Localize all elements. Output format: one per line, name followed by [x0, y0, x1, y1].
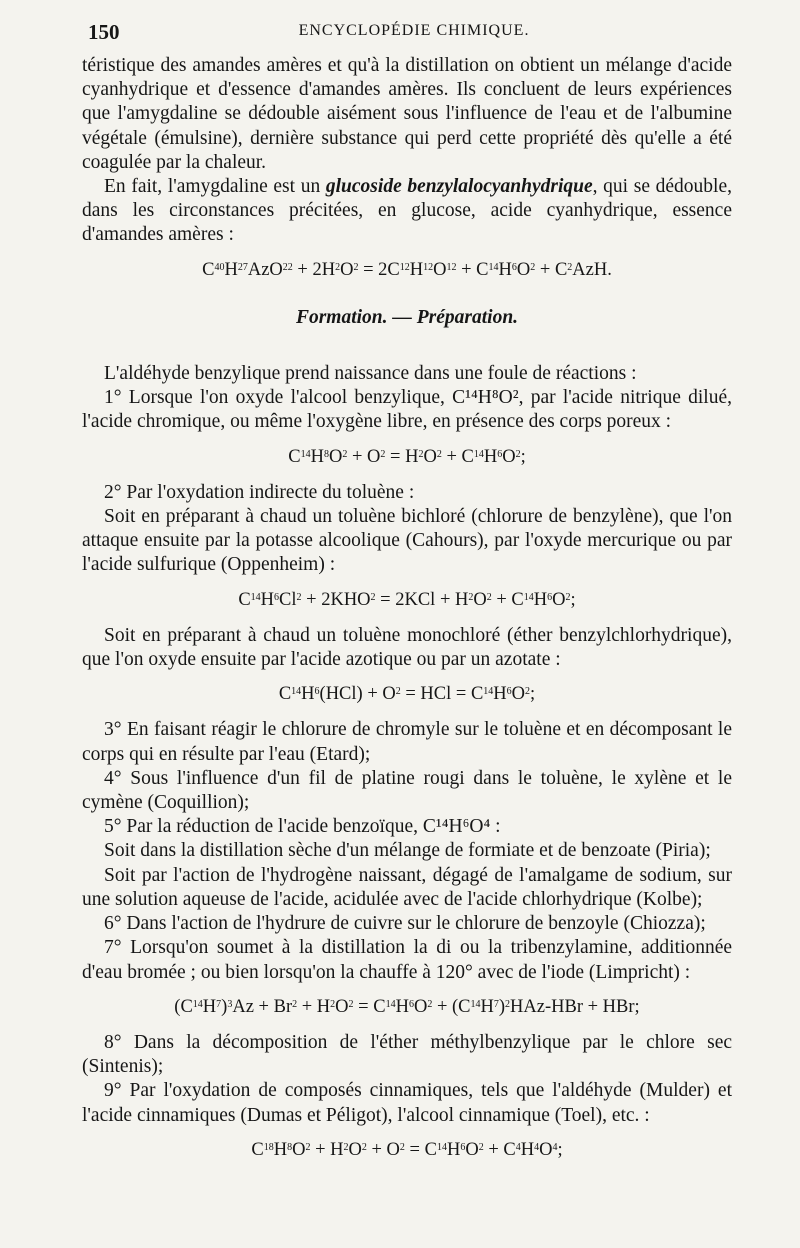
formula-text: Az + Br [232, 996, 293, 1017]
formula-superscript: 4 [515, 1141, 521, 1153]
formula-text: C [278, 684, 292, 705]
formula-text: ; [530, 684, 536, 705]
formula-text: H [273, 1139, 288, 1160]
formula-text: AzH. [572, 259, 612, 280]
formula-text: HAz-HBr + HBr; [510, 996, 640, 1017]
formula-text: O [328, 446, 343, 467]
formula-superscript: 6 [274, 591, 280, 603]
formula-superscript: 14 [192, 998, 203, 1010]
equation-monochloro [82, 682, 732, 706]
formula-superscript: 6 [314, 686, 320, 698]
formula-text: = C [404, 1139, 437, 1160]
formula-text: H [395, 996, 409, 1017]
formula-text: O [539, 1139, 553, 1160]
formula-text: ) [221, 996, 228, 1017]
formula-text: + (C [432, 996, 471, 1017]
formula-text: + C [491, 589, 524, 610]
formula-text: H [446, 1139, 461, 1160]
method-9: 9° Par l'oxydation de composés cinnamiques, tels que l'aldéhyde (Mulder) et l'acide cinnamiques (Dumas et Péligot), l'alcool cinnamique (Toel), etc. : [82, 1080, 732, 1126]
method-2: 2° Par l'oxydation indirecte du toluène : [104, 481, 415, 503]
formula-text: ; [570, 589, 576, 610]
formula-text: O [413, 996, 428, 1017]
formula-text: H [498, 259, 512, 280]
formula-superscript: 6 [511, 261, 517, 273]
formula-text: O [423, 446, 437, 467]
formula-superscript: 2 [436, 448, 442, 460]
formula-superscript: 2 [395, 686, 401, 698]
formula-superscript: 2 [515, 448, 521, 460]
formula-text: C [288, 446, 301, 467]
formula-text: H [480, 996, 494, 1017]
formula-text: = C [353, 996, 386, 1017]
formula-superscript: 2 [478, 1141, 484, 1153]
formula-superscript: 2 [353, 261, 359, 273]
equation-amygdalin [82, 258, 732, 282]
section-heading: Formation. — Préparation. [295, 306, 519, 328]
formula-superscript: 12 [423, 261, 434, 273]
formula-text: = 2KCl + H [375, 589, 469, 610]
formula-superscript: 6 [506, 686, 512, 698]
formula-text: O [473, 589, 487, 610]
formula-text: O [433, 259, 447, 280]
formula-superscript: 8 [287, 1141, 293, 1153]
formula-text: H [310, 446, 324, 467]
formula-superscript: 2 [525, 686, 531, 698]
formula-superscript: 2 [361, 1141, 367, 1153]
formula-text: + O [366, 1139, 400, 1160]
equation-cinnamic [82, 1138, 732, 1162]
amygdalin-text-a: En fait, l'amygdaline est un [104, 176, 326, 198]
formula-superscript: 4 [552, 1141, 558, 1153]
formula-text: H [520, 1139, 535, 1160]
formula-text: H [260, 589, 275, 610]
page-header [88, 20, 740, 46]
formula-superscript: 7 [493, 998, 499, 1010]
reactions-intro: L'aldéhyde benzylique prend naissance dans une foule de réactions : [104, 363, 637, 385]
formula-text: + C [456, 259, 489, 280]
formula-text: (HCl) + O [319, 684, 396, 705]
formula-superscript: 2 [342, 448, 348, 460]
formula-text: ) [498, 996, 506, 1017]
formula-text: O [516, 259, 531, 280]
formula-superscript: 2 [335, 261, 341, 273]
formula-text: = H [385, 446, 419, 467]
formula-superscript: 14 [250, 591, 261, 603]
formula-text: + 2H [292, 259, 336, 280]
intro-paragraph: téristique des amandes amères et qu'à la distillation on obtient un mélange d'acide cyanhydrique et d'essence d'amandes amères. Ils concluent de leurs expériences que l'amygdaline se dédouble aisément sous l'influence de l'eau et de l'albumine végétale (émulsine), dernière substance qui perd cette propriété dès qu'elle a été coagulée par la chaleur. [82, 55, 732, 173]
formula-superscript: 8 [323, 448, 329, 460]
formula-text: O [335, 996, 349, 1017]
method-8: 8° Dans la décomposition de l'éther méthylbenzylique par le chlore sec (Sintenis); [82, 1031, 732, 1078]
formula-text: Cl [279, 589, 297, 610]
method-7: 7° Lorsqu'on soumet à la distillation la di ou la tribenzylamine, additionnée d'eau bromée ; ou bien lorsqu'on la chauffe à 120° avec de l'iode (Limpricht) : [82, 937, 732, 983]
method-2-monochloro: Soit en préparant à chaud un toluène monochloré (éther benzylchlorhydrique), que l'on oxyde ensuite par l'acide azotique ou par un azotate : [82, 624, 732, 671]
page-body [82, 54, 732, 1174]
formula-text: C [202, 259, 215, 280]
formula-text: O [552, 589, 566, 610]
method-5-hydrogen: Soit par l'action de l'hydrogène naissant, dégagé de l'amalgame de sodium, sur une solution aqueuse de l'acide, acidulée avec de l'acide chlorhydrique (Kolbe); [82, 864, 732, 910]
running-title: ENCYCLOPÉDIE CHIMIQUE. [298, 22, 530, 39]
emphasis-glucoside: glucoside benzylalocyanhydrique [325, 176, 593, 198]
formula-superscript: 40 [214, 261, 225, 273]
formula-superscript: 2 [418, 448, 424, 460]
formula-text: ; [557, 1139, 563, 1160]
equation-oxidation [82, 445, 732, 469]
formula-text: H [533, 589, 548, 610]
formula-text: + C [483, 1139, 516, 1160]
formula-text: ; [520, 446, 526, 467]
method-5-distillation: Soit dans la distillation sèche d'un mélange de formiate et de benzoate (Piria); [104, 840, 711, 862]
formula-superscript: 14 [470, 998, 481, 1010]
formula-text: H [202, 996, 217, 1017]
formula-superscript: 2 [296, 591, 302, 603]
formula-superscript: 2 [370, 591, 376, 603]
formula-text: O [292, 1139, 306, 1160]
formula-superscript: 14 [523, 591, 534, 603]
formula-text: AzO [247, 259, 283, 280]
formula-text: + 2KHO [301, 589, 371, 610]
formula-superscript: 2 [343, 1141, 349, 1153]
formula-text: C [251, 1139, 264, 1160]
formula-text: + C [441, 446, 474, 467]
method-4: 4° Sous l'influence d'un fil de platine rougi dans le toluène, le xylène et le cymène (Coquillion); [82, 767, 732, 814]
formula-superscript: 14 [300, 448, 311, 460]
formula-superscript: 12 [399, 261, 410, 273]
formula-text: H [301, 684, 315, 705]
formula-superscript: 7 [216, 998, 222, 1010]
formula-superscript: 2 [292, 998, 298, 1010]
formula-superscript: 4 [534, 1141, 540, 1153]
formula-text: O [502, 446, 516, 467]
formula-superscript: 2 [427, 998, 433, 1010]
formula-text: + C [535, 259, 568, 280]
formula-text: H [409, 259, 424, 280]
formula-text: = 2C [358, 259, 400, 280]
formula-superscript: 2 [399, 1141, 405, 1153]
formula-superscript: 14 [473, 448, 484, 460]
formula-text: O [511, 684, 526, 705]
method-3: 3° En faisant réagir le chlorure de chromyle sur le toluène et en décomposant le corps qui en résulte par l'eau (Etard); [82, 719, 732, 765]
formula-superscript: 6 [547, 591, 553, 603]
formula-text: O [348, 1139, 362, 1160]
formula-superscript: 2 [530, 261, 536, 273]
formula-text: O [465, 1139, 479, 1160]
formula-text: = HCl = C [400, 684, 484, 705]
formula-text: H [224, 259, 238, 280]
formula-text: + H [310, 1139, 344, 1160]
formula-superscript: 12 [446, 261, 457, 273]
formula-text: + O [347, 446, 381, 467]
formula-superscript: 2 [468, 591, 474, 603]
formula-superscript: 14 [488, 261, 499, 273]
formula-text: C [238, 589, 251, 610]
formula-superscript: 2 [486, 591, 492, 603]
equation-benzylamine [82, 995, 732, 1019]
formula-text: H [483, 446, 498, 467]
formula-superscript: 14 [483, 686, 494, 698]
method-1: 1° Lorsque l'on oxyde l'alcool benzylique, C¹⁴H⁸O², par l'acide nitrique dilué, l'acide chromique, ou même l'oxygène libre, en présence des corps poreux : [82, 387, 732, 433]
formula-superscript: 2 [348, 998, 354, 1010]
formula-superscript: 2 [330, 998, 336, 1010]
method-2-dichloro: Soit en préparant à chaud un toluène bichloré (chlorure de benzylène), que l'on attaque ensuite par la potasse alcoolique (Cahours), par l'oxyde mercurique ou par l'acide sulfurique (Oppenheim) : [82, 506, 732, 576]
formula-text: H [493, 684, 507, 705]
formula-superscript: 2 [565, 591, 571, 603]
method-6: 6° Dans l'action de l'hydrure de cuivre sur le chlorure de benzoyle (Chiozza); [104, 913, 706, 935]
formula-superscript: 3 [227, 998, 233, 1010]
amygdalin-paragraph [82, 175, 732, 248]
amygdalin-text-b: , qui se dédouble, dans les circonstances précitées, en glucose, acide cyanhydrique, essence d'amandes amères : [82, 176, 732, 246]
formula-text: + H [297, 996, 331, 1017]
formula-superscript: 2 [505, 998, 511, 1010]
method-5: 5° Par la réduction de l'acide benzoïque, C¹⁴H⁶O⁴ : [104, 816, 501, 838]
page-number: 150 [88, 20, 120, 44]
formula-superscript: 6 [408, 998, 414, 1010]
formula-superscript: 27 [237, 261, 248, 273]
formula-text: (C [174, 996, 193, 1017]
formula-superscript: 14 [291, 686, 302, 698]
equation-dichloro [82, 588, 732, 612]
formula-superscript: 14 [436, 1141, 447, 1153]
formula-text: O [340, 259, 354, 280]
formula-superscript: 6 [497, 448, 503, 460]
formula-superscript: 2 [305, 1141, 311, 1153]
formula-superscript: 14 [385, 998, 396, 1010]
formula-superscript: 6 [460, 1141, 466, 1153]
formula-superscript: 22 [282, 261, 293, 273]
formula-superscript: 2 [380, 448, 386, 460]
formula-superscript: 18 [263, 1141, 274, 1153]
formula-superscript: 2 [567, 261, 573, 273]
